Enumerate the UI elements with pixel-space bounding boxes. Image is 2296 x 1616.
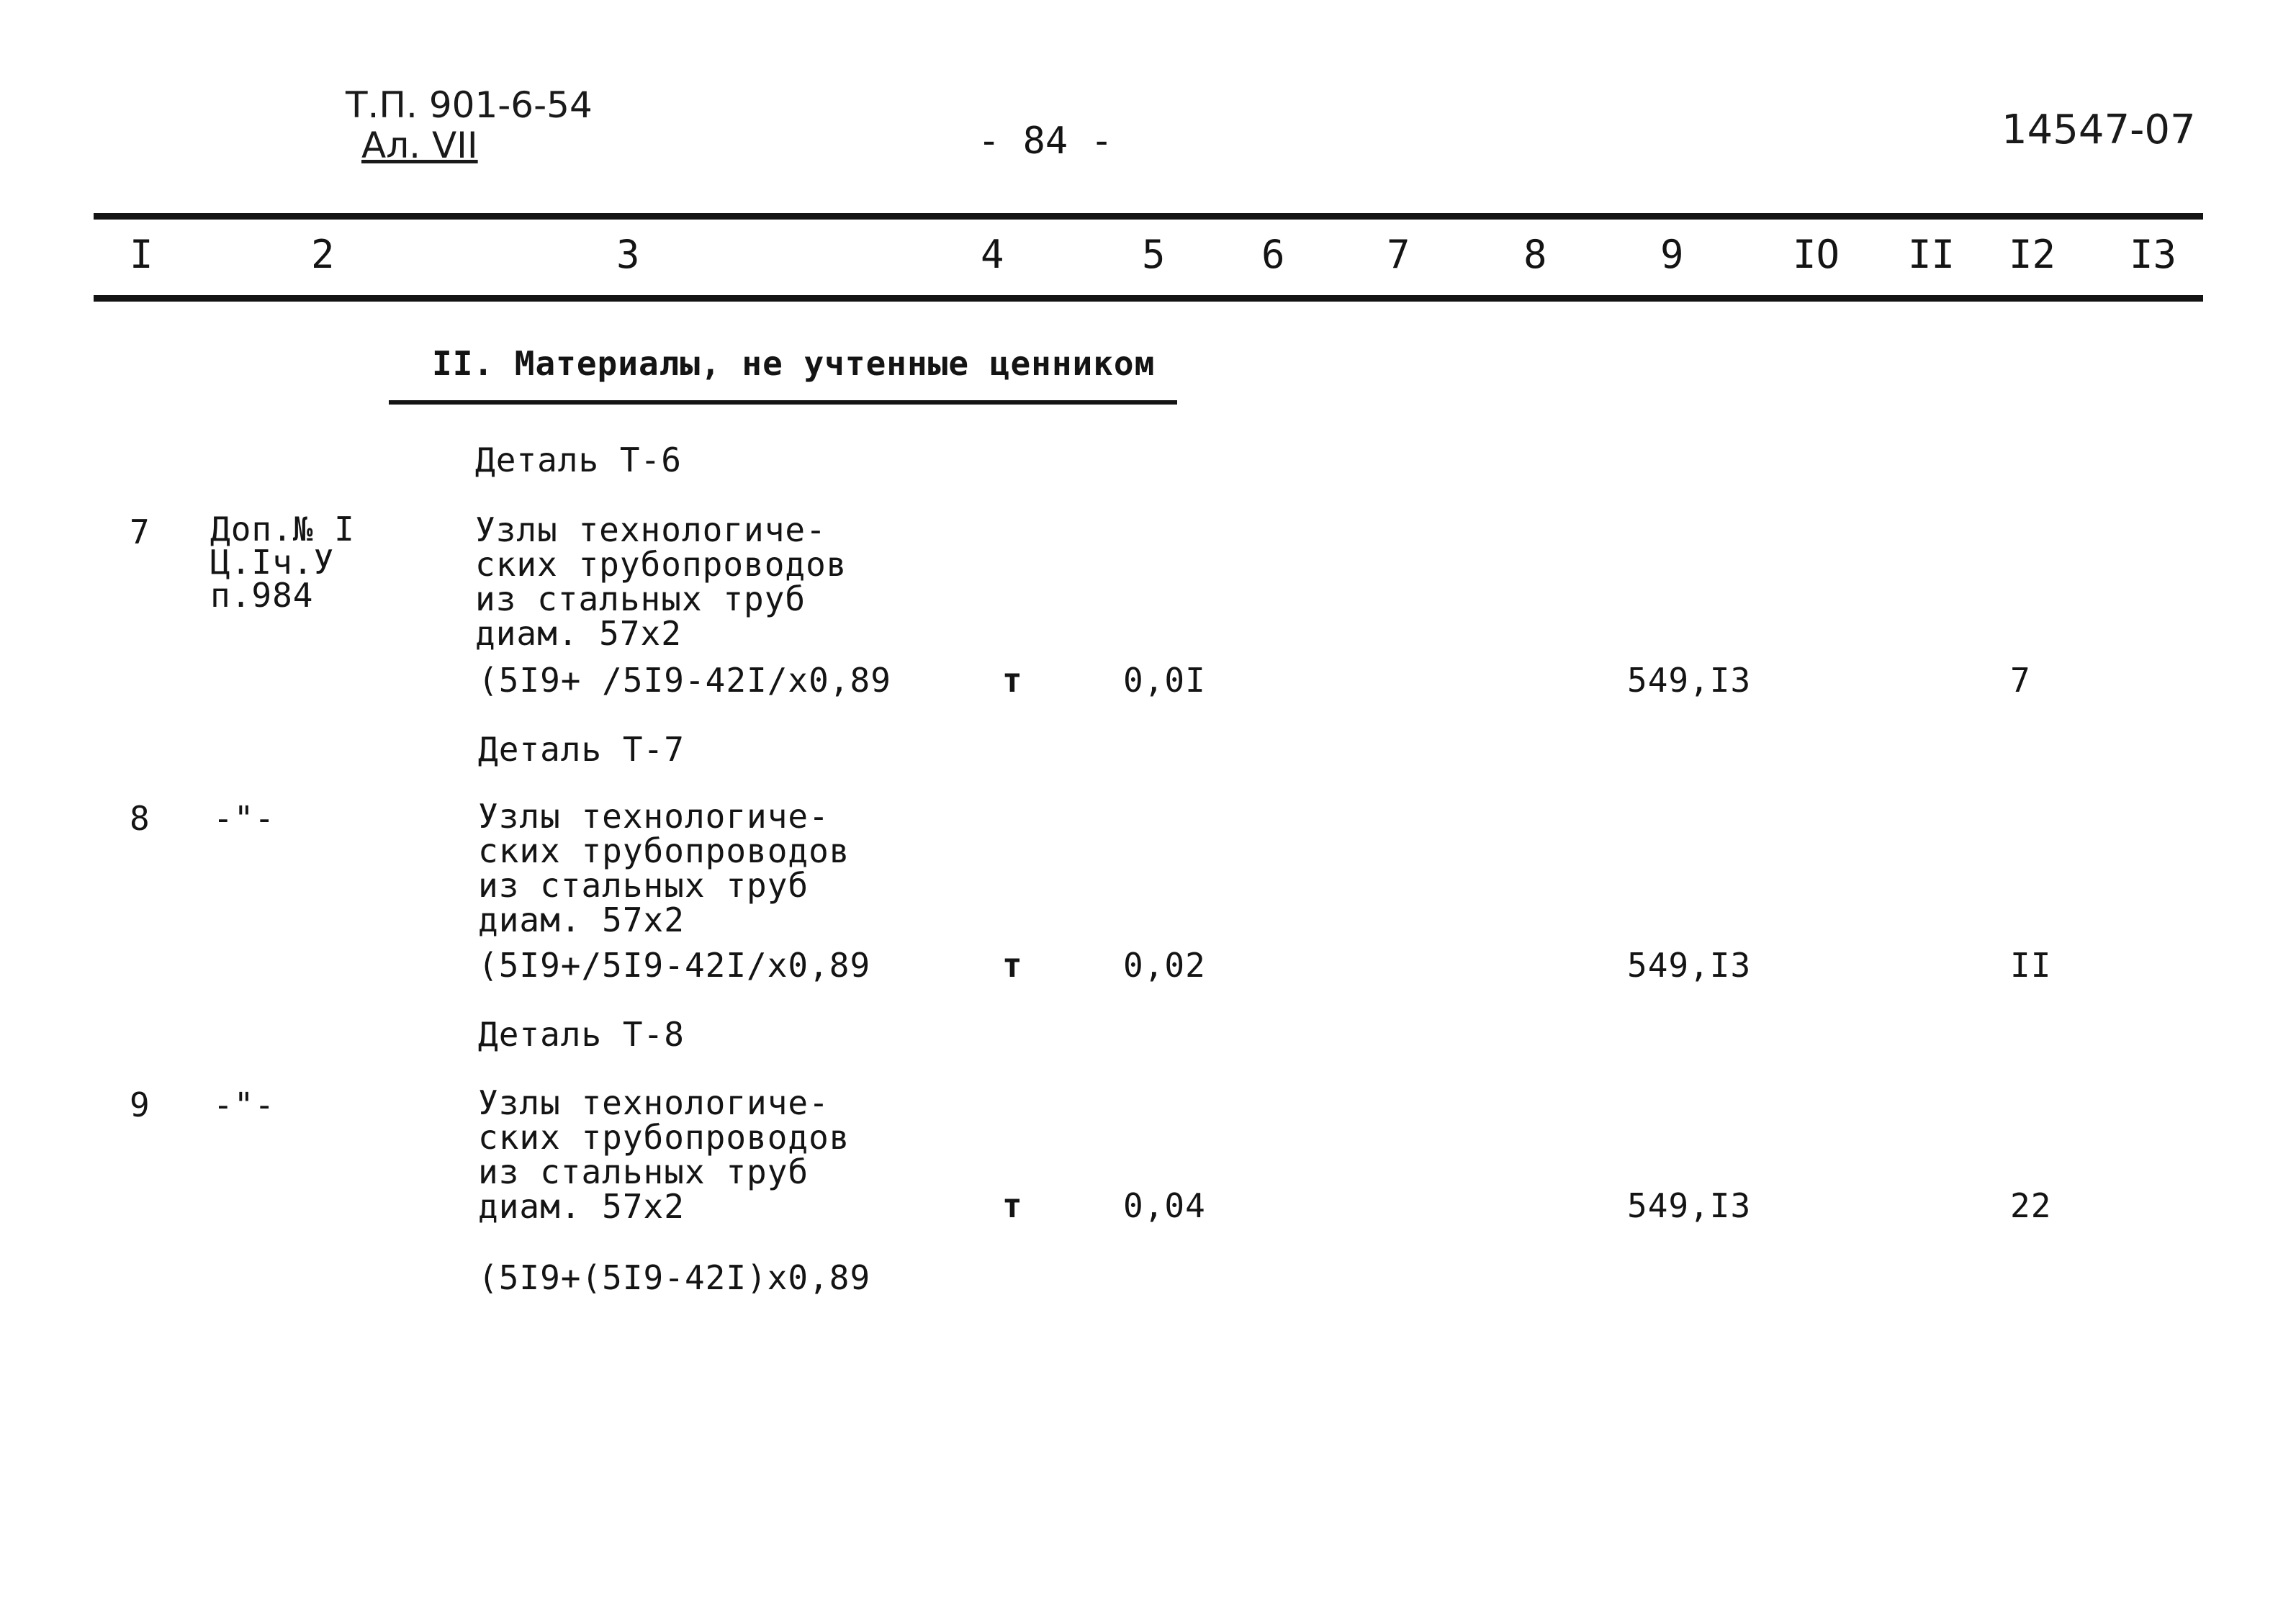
item-quantity: 0,04 xyxy=(1123,1186,1206,1225)
item-reference xyxy=(213,1085,275,1124)
item-total: 22 xyxy=(2010,1186,2052,1225)
item-price: 549,I3 xyxy=(1627,1186,1752,1225)
column-header: IO xyxy=(1793,232,1840,277)
reference-line: Доп.№ I xyxy=(210,510,355,549)
document-code-line1: Т.П. 901-6-54 xyxy=(346,84,593,126)
description-line: ских трубопроводов xyxy=(478,831,850,870)
column-header: II xyxy=(1908,232,1955,277)
section-title: II. Материалы, не учтенные ценником xyxy=(432,344,1156,383)
item-reference xyxy=(210,510,355,615)
description-line: из стальных труб xyxy=(478,866,809,905)
detail-heading: Деталь Т-7 xyxy=(478,730,685,769)
item-unit: т xyxy=(1002,1186,1023,1225)
item-quantity: 0,02 xyxy=(1123,946,1206,985)
description-line: диам. 57х2 xyxy=(478,900,685,939)
column-header: 7 xyxy=(1387,232,1410,277)
item-formula: (5I9+/5I9-42I/х0,89 xyxy=(478,946,871,985)
item-description xyxy=(478,1085,850,1224)
detail-heading: Деталь Т-6 xyxy=(475,441,682,479)
column-header: 3 xyxy=(616,232,640,277)
column-header: I3 xyxy=(2130,232,2177,277)
description-line: из стальных труб xyxy=(475,579,806,618)
item-number: 9 xyxy=(130,1085,150,1124)
page-number: - 84 - xyxy=(978,119,1113,163)
description-line: ских трубопроводов xyxy=(475,545,847,584)
header-bottom-rule xyxy=(94,295,2203,302)
item-price: 549,I3 xyxy=(1627,946,1752,985)
description-line: из стальных труб xyxy=(478,1152,809,1191)
column-header: I2 xyxy=(2009,232,2056,277)
description-line: Узлы технологиче- xyxy=(478,797,829,836)
item-total: 7 xyxy=(2010,661,2031,700)
detail-heading: Деталь Т-8 xyxy=(478,1015,685,1054)
column-header: 5 xyxy=(1142,232,1166,277)
item-formula: (5I9+(5I9-42I)х0,89 xyxy=(478,1258,871,1297)
description-line: ских трубопроводов xyxy=(478,1118,850,1157)
reference-line: п.984 xyxy=(210,576,314,615)
reference-line: -"- xyxy=(213,799,276,838)
item-price: 549,I3 xyxy=(1627,661,1752,700)
description-line: диам. 57х2 xyxy=(478,1187,685,1226)
section-title-underline xyxy=(389,400,1177,405)
column-header: 8 xyxy=(1523,232,1547,277)
description-line: диам. 57х2 xyxy=(475,614,682,653)
column-header: 2 xyxy=(311,232,335,277)
document-code xyxy=(346,85,593,166)
description-line: Узлы технологиче- xyxy=(478,1083,829,1122)
reference-line: Ц.Iч.У xyxy=(210,543,335,582)
item-quantity: 0,0I xyxy=(1123,661,1206,700)
item-reference xyxy=(213,799,275,838)
column-header: 6 xyxy=(1261,232,1285,277)
column-header: 9 xyxy=(1660,232,1684,277)
column-header: I xyxy=(130,232,153,277)
item-total: II xyxy=(2010,946,2052,985)
description-line: Узлы технологиче- xyxy=(475,510,827,549)
item-unit: т xyxy=(1002,946,1023,985)
item-unit: т xyxy=(1002,661,1023,700)
item-number: 7 xyxy=(130,513,150,551)
header-top-rule xyxy=(94,213,2203,220)
archive-number: 14547-07 xyxy=(2002,107,2196,153)
reference-line: -"- xyxy=(213,1085,276,1124)
column-header: 4 xyxy=(981,232,1004,277)
item-formula: (5I9+ /5I9-42I/х0,89 xyxy=(478,661,891,700)
item-description xyxy=(478,799,850,937)
item-description xyxy=(475,510,847,653)
document-code-line2: Ал. VII xyxy=(361,125,478,166)
item-number: 8 xyxy=(130,799,150,838)
